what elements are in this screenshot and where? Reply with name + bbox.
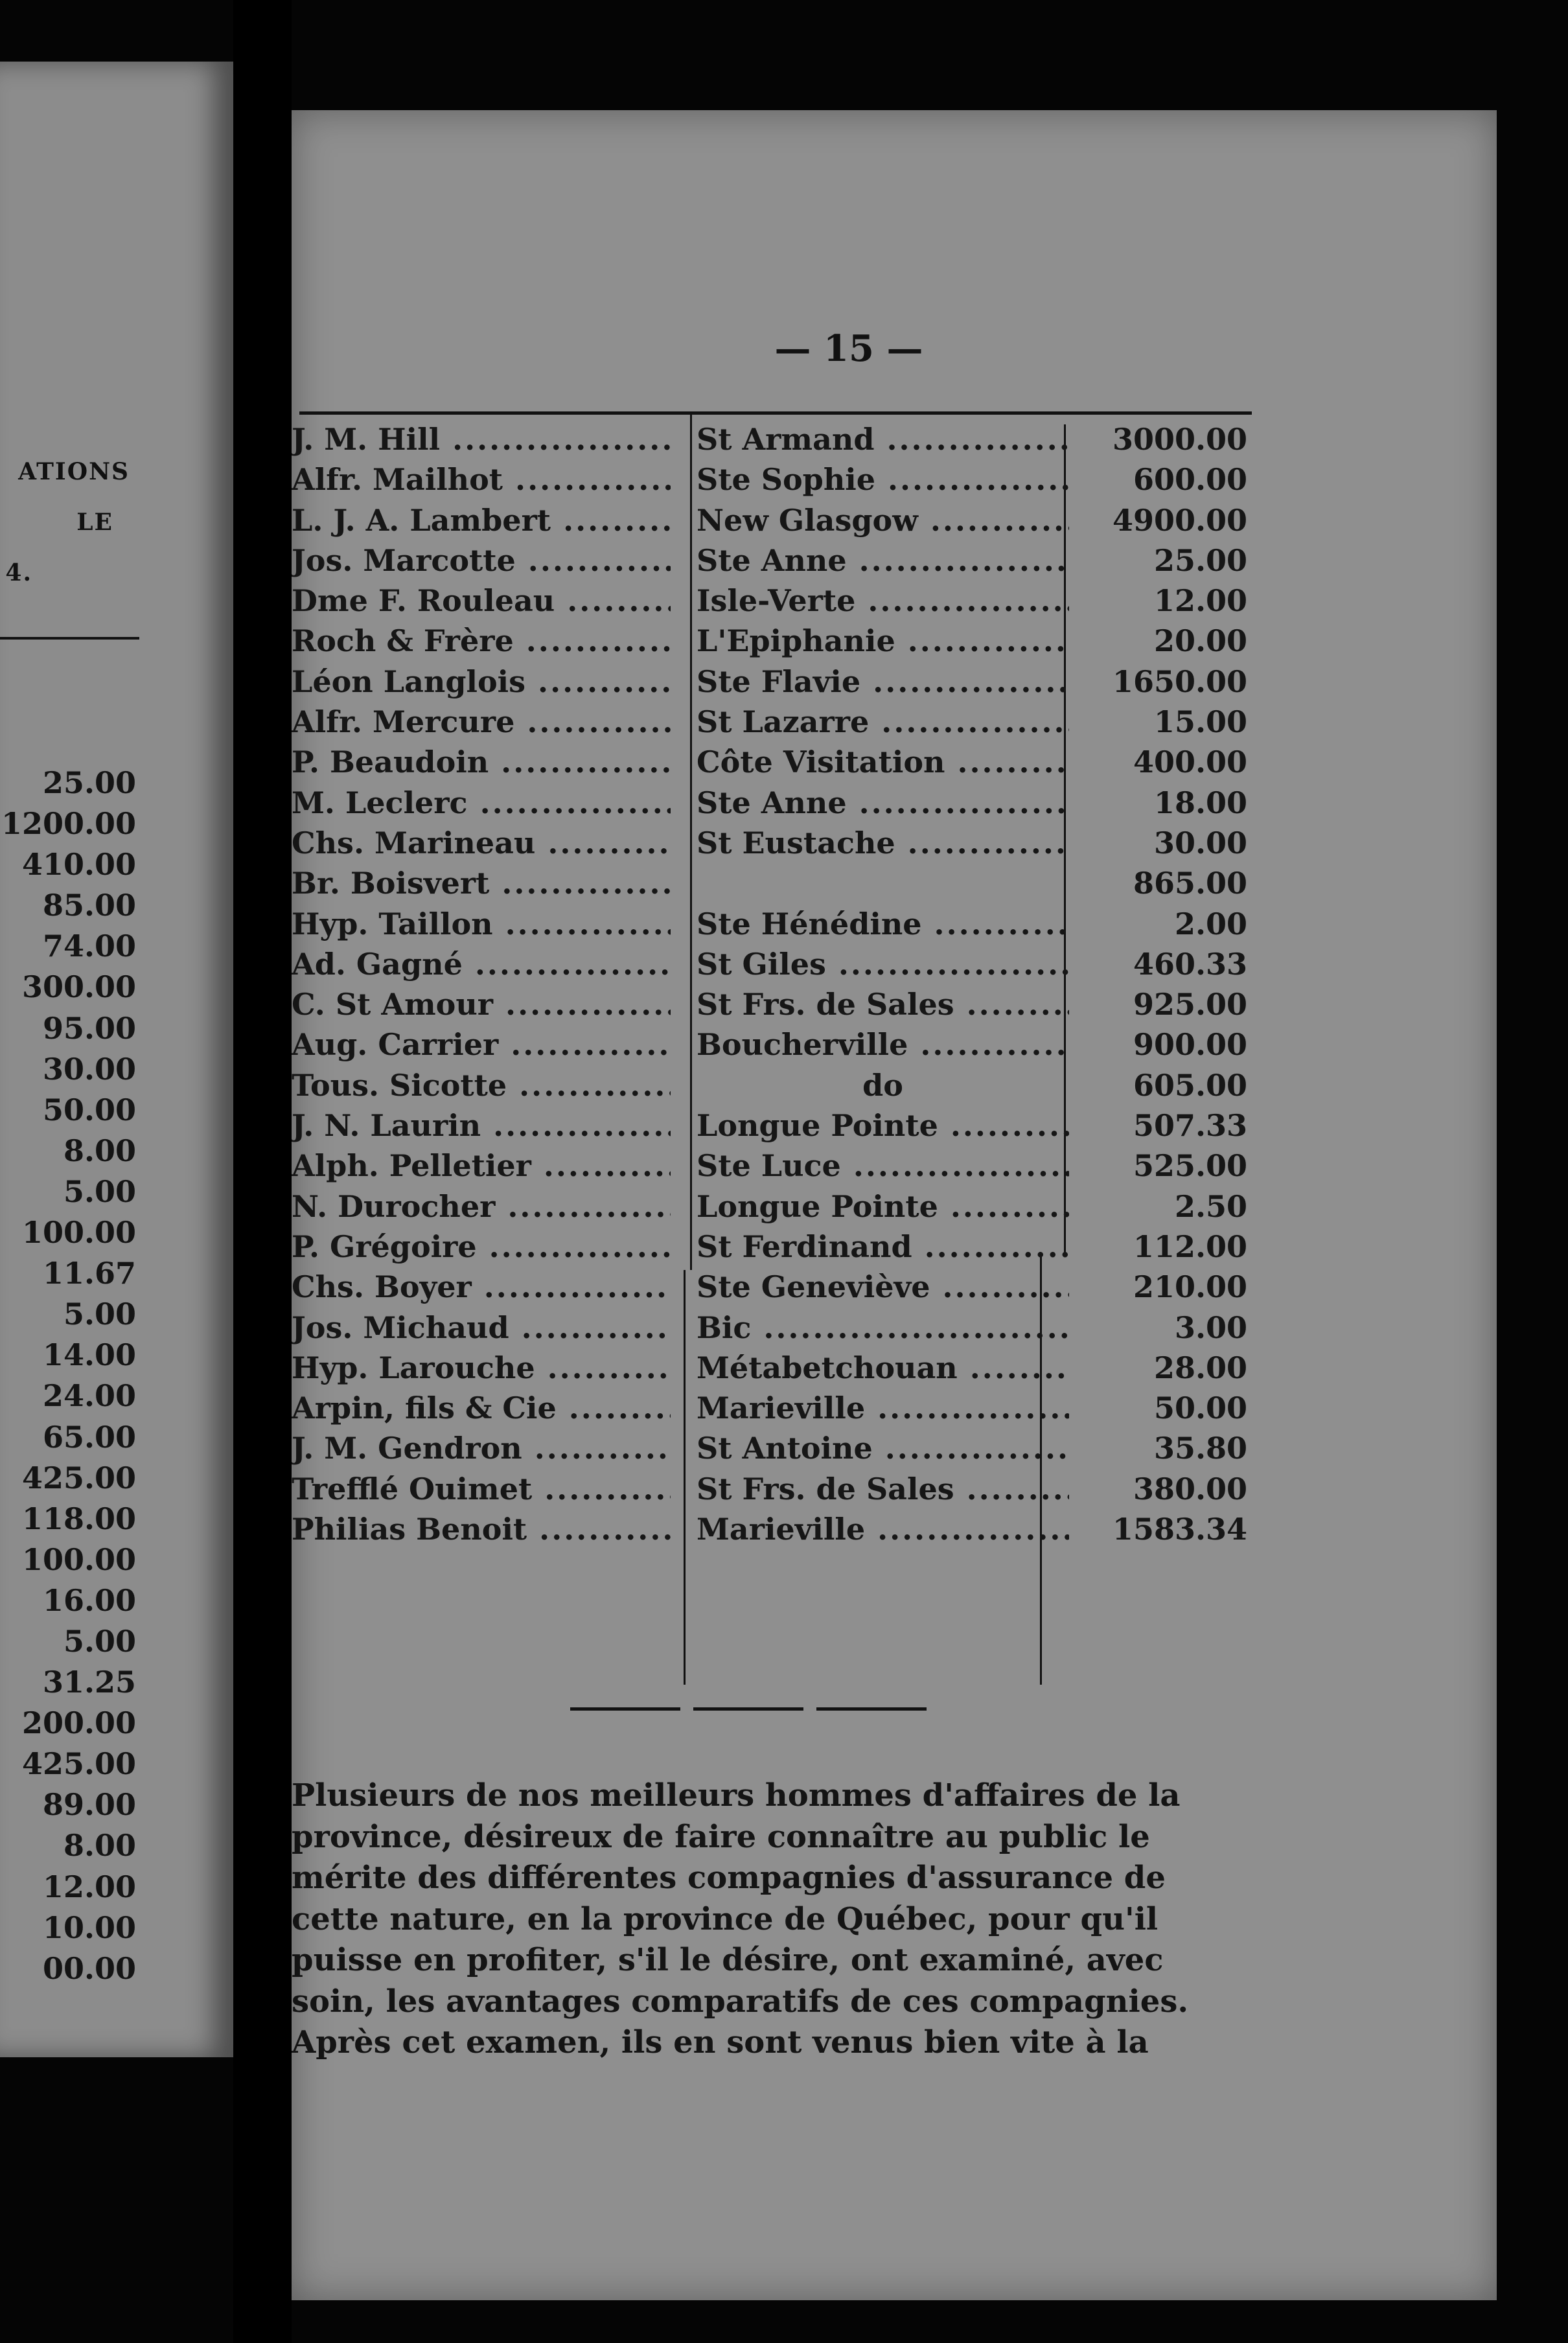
subscriber-name — [292, 702, 671, 742]
subscriber-name — [292, 1348, 671, 1388]
facing-page-value: 16.00 — [42, 1582, 136, 1618]
subscriber-place — [697, 1388, 1069, 1428]
paragraph-line: cette nature, en la province de Québec, pour qu'il — [292, 1900, 1159, 1937]
ledger-row — [292, 581, 1497, 621]
facing-page-value: 31.25 — [42, 1665, 136, 1700]
subscriber-place-text: Ste Hénédine ..... — [697, 906, 1069, 941]
subscriber-name — [292, 500, 671, 540]
separator-dash-1 — [570, 1707, 680, 1711]
facing-page-value: 95.00 — [42, 1010, 136, 1046]
facing-page-value: 85.00 — [42, 888, 136, 923]
subscriber-name — [292, 1065, 671, 1105]
subscriber-name-text: Aug. Carrier ..... — [292, 1027, 671, 1062]
subscriber-name-text: Trefflé Ouimet ..... — [292, 1472, 671, 1506]
subscription-amount: 25.00 — [1153, 542, 1247, 578]
subscriber-name — [292, 1105, 671, 1146]
subscriber-place — [697, 1469, 1069, 1509]
subscription-amount: 3000.00 — [1112, 422, 1247, 457]
facing-page-value: 65.00 — [42, 1419, 136, 1455]
subscription-amount: 460.33 — [1133, 946, 1247, 982]
subscription-amount: 50.00 — [1153, 1391, 1247, 1426]
page — [292, 110, 1497, 2300]
subscriber-name-text: Jos. Marcotte ..... — [292, 543, 671, 578]
subscriber-place — [697, 1105, 1069, 1146]
subscriber-name — [292, 1227, 671, 1267]
subscriber-place — [697, 1267, 1069, 1307]
facing-page-value: 11.67 — [42, 1256, 136, 1291]
subscriber-place-text: Métabetchouan ..... — [697, 1350, 1069, 1385]
facing-page-value: 24.00 — [42, 1378, 136, 1414]
subscriber-place — [697, 1348, 1069, 1388]
subscriber-name-text: J. N. Laurin ..... — [292, 1108, 671, 1143]
subscriber-place — [697, 662, 1069, 702]
subscription-amount: 600.00 — [1133, 462, 1247, 498]
ledger-row — [292, 783, 1497, 823]
subscriber-place — [697, 459, 1069, 500]
facing-page-value: 425.00 — [21, 1746, 136, 1782]
subscription-amount: 2.50 — [1174, 1188, 1247, 1224]
subscriber-name — [292, 1186, 671, 1227]
facing-page-values-column — [0, 763, 136, 1989]
facing-page-fragment — [0, 62, 233, 2057]
subscriber-place — [697, 500, 1069, 540]
subscriber-name-text: Arpin, fils & Cie ..... — [292, 1391, 671, 1425]
subscriber-place-text: Marieville ..... — [697, 1391, 1069, 1425]
ledger-row — [292, 1308, 1497, 1348]
subscriber-name — [292, 1267, 671, 1307]
facing-page-value: 74.00 — [42, 929, 136, 964]
subscriber-place — [697, 904, 1069, 944]
subscriber-name-text: Hyp. Taillon ..... — [292, 906, 671, 941]
subscriber-place-text: St Giles ..... — [697, 947, 1069, 982]
ledger-row — [292, 984, 1497, 1024]
ledger-row — [292, 540, 1497, 581]
ledger-row — [292, 1105, 1497, 1146]
separator-dash-2 — [693, 1707, 803, 1711]
facing-page-value: 8.00 — [63, 1828, 136, 1864]
subscriber-name-text: P. Beaudoin ..... — [292, 744, 671, 779]
subscriber-name — [292, 1308, 671, 1348]
subscriber-place-text: New Glasgow ..... — [697, 503, 1069, 538]
subscriber-name-text: Chs. Marineau ..... — [292, 825, 671, 860]
subscription-amount: 4900.00 — [1112, 502, 1247, 538]
ledger-row — [292, 823, 1497, 863]
subscriber-name-text: Philias Benoit ..... — [292, 1512, 671, 1547]
body-paragraph — [292, 1775, 1244, 2064]
subscriber-name-text: Alfr. Mailhot ..... — [292, 462, 671, 497]
subscriber-place-text: St Ferdinand ..... — [697, 1229, 1069, 1264]
subscriber-place — [697, 742, 1069, 782]
subscriber-name-text: J. M. Gendron ..... — [292, 1431, 671, 1466]
subscription-amount: 900.00 — [1133, 1027, 1247, 1063]
subscription-amount: 2.00 — [1174, 906, 1247, 941]
ledger-row — [292, 1024, 1497, 1065]
facing-page-value: 425.00 — [21, 1460, 136, 1495]
facing-page-heading-line-1: ATIONS — [18, 458, 130, 485]
subscriber-place-text: Ste Sophie ..... — [697, 462, 1069, 497]
subscriber-place — [697, 823, 1069, 863]
subscriber-place — [697, 1065, 1069, 1105]
subscriber-name-text: Léon Langlois ..... — [292, 664, 671, 699]
subscription-ledger — [292, 411, 1497, 1681]
subscriber-place — [697, 1509, 1069, 1549]
subscriber-name — [292, 662, 671, 702]
ledger-row — [292, 1065, 1497, 1105]
subscriber-place — [697, 1227, 1069, 1267]
paragraph-line: mérite des différentes compagnies d'assurance de — [292, 1860, 1166, 1896]
facing-page-value: 89.00 — [42, 1787, 136, 1823]
subscriber-place — [697, 1428, 1069, 1468]
facing-page-value: 300.00 — [21, 969, 136, 1005]
subscriber-name-text: M. Leclerc ..... — [292, 785, 671, 820]
ledger-row — [292, 944, 1497, 984]
ledger-row — [292, 1267, 1497, 1307]
facing-page-heading-line-3: 4. — [5, 559, 32, 586]
paragraph-line: puisse en profiter, s'il le désire, ont examiné, avec — [292, 1942, 1164, 1978]
subscriber-place-text: Côte Visitation ..... — [697, 744, 1069, 779]
subscriber-name-text: Alph. Pelletier ..... — [292, 1148, 671, 1183]
subscriber-name — [292, 783, 671, 823]
subscriber-name — [292, 944, 671, 984]
subscriber-place — [697, 1186, 1069, 1227]
facing-page-value: 14.00 — [42, 1337, 136, 1373]
subscriber-name-text: N. Durocher ..... — [292, 1189, 671, 1224]
ledger-row — [292, 419, 1497, 459]
ledger-row — [292, 742, 1497, 782]
ledger-row — [292, 1469, 1497, 1509]
subscription-amount: 112.00 — [1133, 1229, 1247, 1264]
subscription-amount: 400.00 — [1133, 744, 1247, 780]
binding-gutter — [233, 0, 292, 2343]
paragraph-line: Après cet examen, ils en sont venus bien vite à la — [292, 2024, 1149, 2060]
subscriber-name — [292, 540, 671, 581]
ledger-row — [292, 459, 1497, 500]
subscriber-name-text: Alfr. Mercure ..... — [292, 704, 671, 739]
facing-page-value: 1200.00 — [1, 806, 136, 842]
subscriber-name — [292, 742, 671, 782]
subscriber-name-text: Jos. Michaud ..... — [292, 1310, 671, 1345]
subscriber-place — [697, 984, 1069, 1024]
subscriber-name-text: P. Grégoire ..... — [292, 1229, 671, 1264]
subscription-amount: 30.00 — [1153, 825, 1247, 860]
subscription-amount: 18.00 — [1153, 785, 1247, 820]
subscriber-name — [292, 1469, 671, 1509]
facing-page-value: 10.00 — [42, 1910, 136, 1945]
subscriber-place-text: Ste Anne ..... — [697, 543, 1069, 578]
subscription-amount: 925.00 — [1133, 987, 1247, 1022]
subscriber-place — [697, 702, 1069, 742]
subscriber-name — [292, 863, 671, 903]
subscriber-place-text: L'Epiphanie ..... — [697, 623, 1069, 658]
facing-page-value: 8.00 — [63, 1133, 136, 1168]
subscriber-name-text: Tous. Sicotte ..... — [292, 1068, 671, 1103]
subscription-amount: 865.00 — [1133, 866, 1247, 901]
subscriber-name-text: Br. Boisvert ..... — [292, 866, 671, 901]
subscriber-place-text: St Frs. de Sales ..... — [697, 1472, 1069, 1506]
subscriber-place-text: Isle-Verte ..... — [697, 583, 1069, 618]
subscriber-name-text: J. M. Hill ..... — [292, 422, 671, 457]
subscriber-place-text: Longue Pointe ..... — [697, 1189, 1069, 1224]
ledger-row — [292, 1348, 1497, 1388]
facing-page-value: 118.00 — [21, 1501, 136, 1536]
subscription-amount: 525.00 — [1133, 1148, 1247, 1184]
subscriber-place-text: St Frs. de Sales ..... — [697, 987, 1069, 1022]
paragraph-line: Plusieurs de nos meilleurs hommes d'affaires de la — [292, 1777, 1181, 1814]
ledger-row — [292, 904, 1497, 944]
subscriber-name-text: Ad. Gagné ..... — [292, 947, 671, 982]
facing-page-rule — [0, 637, 139, 640]
facing-page-value: 50.00 — [42, 1092, 136, 1127]
subscriber-name-text: Roch & Frère ..... — [292, 623, 671, 658]
subscription-amount: 20.00 — [1153, 623, 1247, 659]
facing-page-value: 100.00 — [21, 1215, 136, 1251]
facing-page-value: 5.00 — [63, 1173, 136, 1209]
subscriber-name-text: Hyp. Larouche ..... — [292, 1350, 671, 1385]
facing-page-value: 00.00 — [42, 1950, 136, 1986]
subscriber-name — [292, 904, 671, 944]
subscriber-place — [697, 1308, 1069, 1348]
subscription-amount: 507.33 — [1133, 1108, 1247, 1144]
paragraph-line: soin, les avantages comparatifs de ces compagnies. — [292, 1983, 1189, 2020]
subscriber-name — [292, 581, 671, 621]
facing-page-value: 5.00 — [63, 1297, 136, 1332]
subscriber-name — [292, 823, 671, 863]
facing-page-value: 200.00 — [21, 1705, 136, 1741]
ledger-row — [292, 1186, 1497, 1227]
ledger-row — [292, 1388, 1497, 1428]
subscriber-name-text: Dme F. Rouleau ..... — [292, 583, 671, 618]
subscriber-place-text: St Antoine ..... — [697, 1431, 1069, 1466]
ledger-row — [292, 500, 1497, 540]
facing-page-heading-line-2: LE — [76, 509, 113, 536]
ledger-top-rule — [299, 411, 1252, 415]
subscriber-place — [697, 621, 1069, 661]
subscriber-place — [697, 540, 1069, 581]
subscriber-place — [697, 944, 1069, 984]
subscriber-place-text: Boucherville ..... — [697, 1027, 1069, 1062]
subscriber-place-text: Ste Anne ..... — [697, 785, 1069, 820]
ledger-rows — [292, 419, 1497, 1549]
subscriber-place-text: Longue Pointe ..... — [697, 1108, 1069, 1143]
subscription-amount: 12.00 — [1153, 583, 1247, 619]
subscriber-name-text: C. St Amour ..... — [292, 987, 671, 1022]
ledger-row — [292, 1509, 1497, 1549]
subscriber-name — [292, 1146, 671, 1186]
subscriber-name — [292, 1509, 671, 1549]
page-number: — 15 — — [774, 327, 923, 370]
ledger-row — [292, 1428, 1497, 1468]
subscriber-name — [292, 1024, 671, 1065]
subscription-amount: 3.00 — [1174, 1310, 1247, 1345]
subscription-amount: 35.80 — [1153, 1431, 1247, 1466]
subscriber-place-text: Ste Luce ..... — [697, 1148, 1069, 1183]
ledger-row — [292, 662, 1497, 702]
paragraph-line: province, désireux de faire connaître au public le — [292, 1818, 1150, 1855]
subscriber-place — [697, 419, 1069, 459]
subscriber-place — [697, 581, 1069, 621]
subscription-amount: 210.00 — [1133, 1269, 1247, 1305]
ledger-row — [292, 621, 1497, 661]
subscriber-name — [292, 984, 671, 1024]
subscriber-place — [697, 1024, 1069, 1065]
subscription-amount: 1650.00 — [1112, 664, 1247, 699]
subscription-amount: 1583.34 — [1112, 1512, 1247, 1547]
subscriber-name — [292, 459, 671, 500]
subscriber-place — [697, 783, 1069, 823]
ledger-row — [292, 1146, 1497, 1186]
subscription-amount: 605.00 — [1133, 1067, 1247, 1103]
ledger-row — [292, 863, 1497, 903]
ledger-row — [292, 702, 1497, 742]
facing-page-value: 410.00 — [21, 847, 136, 883]
subscriber-name — [292, 419, 671, 459]
subscriber-place-text: Bic ..... — [697, 1310, 1069, 1345]
subscriber-place-text: St Armand ..... — [697, 422, 1069, 457]
subscriber-place-text: St Lazarre ..... — [697, 704, 1069, 739]
subscription-amount: 28.00 — [1153, 1350, 1247, 1385]
facing-page-value: 5.00 — [63, 1623, 136, 1659]
subscriber-name-text: L. J. A. Lambert ..... — [292, 503, 671, 538]
subscription-amount: 380.00 — [1133, 1471, 1247, 1506]
subscription-amount: 15.00 — [1153, 704, 1247, 740]
subscriber-place-text: Ste Geneviève ..... — [697, 1269, 1069, 1304]
subscriber-name-text: Chs. Boyer ..... — [292, 1269, 671, 1304]
subscriber-name — [292, 1428, 671, 1468]
subscriber-name — [292, 621, 671, 661]
subscriber-place-text: St Eustache ..... — [697, 825, 1069, 860]
ledger-row — [292, 1227, 1497, 1267]
subscriber-place-text: Ste Flavie ..... — [697, 664, 1069, 699]
facing-page-value: 12.00 — [42, 1869, 136, 1904]
facing-page-value: 25.00 — [42, 765, 136, 800]
subscriber-place — [697, 1146, 1069, 1186]
facing-page-value: 30.00 — [42, 1051, 136, 1087]
subscriber-name — [292, 1388, 671, 1428]
separator-dash-3 — [816, 1707, 927, 1711]
subscriber-place-text: do — [862, 1067, 903, 1103]
subscriber-place-text: Marieville ..... — [697, 1512, 1069, 1547]
facing-page-value: 100.00 — [21, 1541, 136, 1577]
